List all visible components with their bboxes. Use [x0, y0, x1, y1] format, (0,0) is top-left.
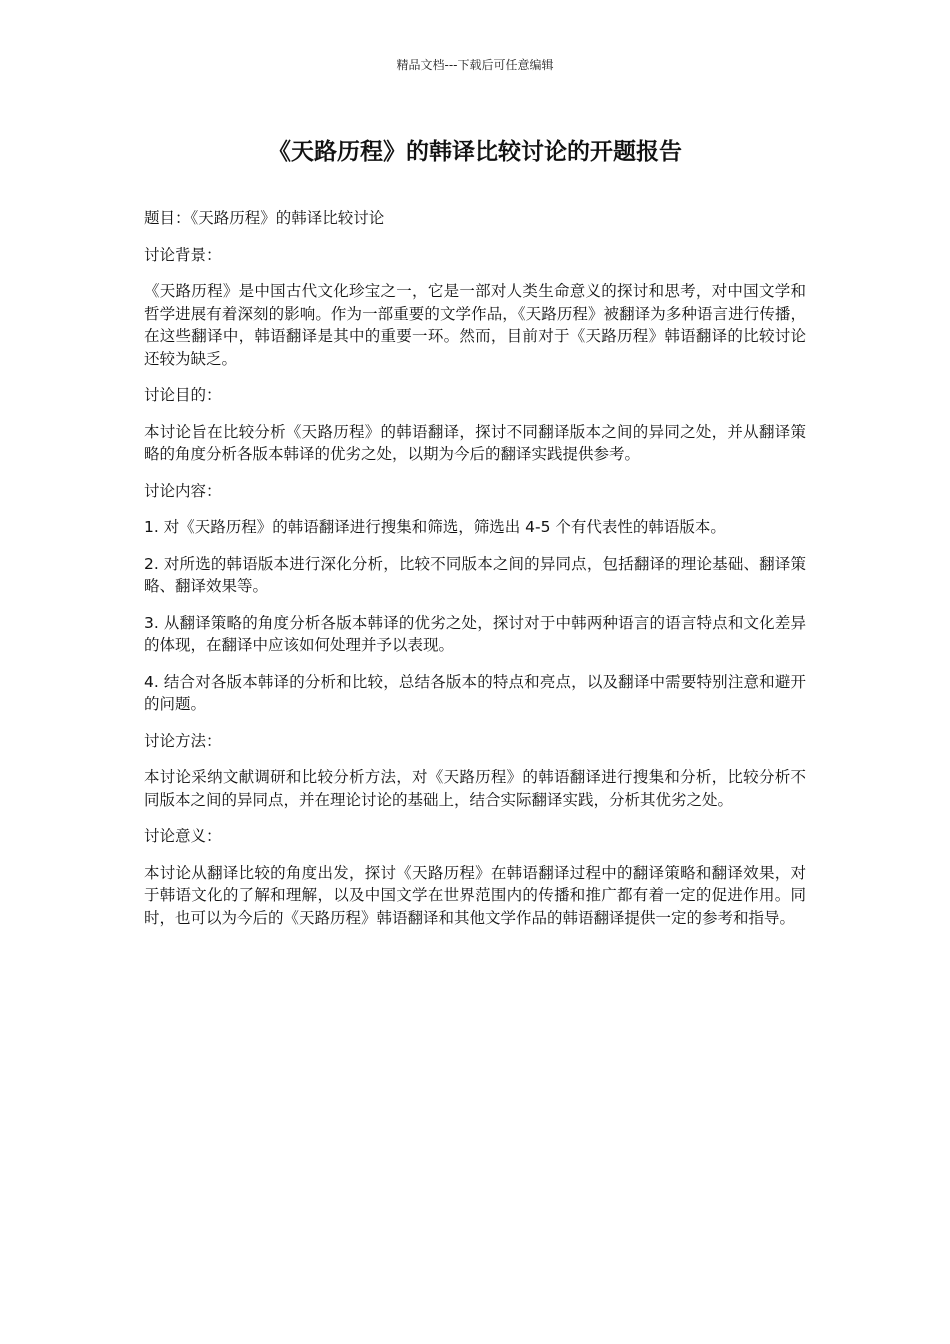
- background-heading: 讨论背景：: [144, 245, 222, 264]
- content-item-3: 3. 从翻译策略的角度分析各版本韩译的优劣之处，探讨对于中韩两种语言的语言特点和文化差异的体现，在翻译中应该如何处理并予以表现。: [144, 613, 806, 654]
- purpose-heading: 讨论目的：: [144, 386, 222, 404]
- content-item-2: 2. 对所选的韩语版本进行深化分析，比较不同版本之间的异同点，包括翻译的理论基础、翻译策略、翻译效果等。: [144, 554, 806, 595]
- significance-paragraph: 本讨论从翻译比较的角度出发，探讨《天路历程》在韩语翻译过程中的翻译策略和翻译效果，对于韩语文化的了解和理解，以及中国文学在世界范围内的传播和推广都有着一定的促进作用。同时，也可以为今后的《天路历程》韩语翻译和其他文学作品的韩语翻译提供一定的参考和指导。: [144, 863, 806, 927]
- significance-heading: 讨论意义：: [144, 827, 222, 845]
- method-heading: 讨论方法：: [144, 731, 222, 750]
- content-item-4: 4. 结合对各版本韩译的分析和比较，总结各版本的特点和亮点，以及翻译中需要特别注意和避开的问题。: [144, 672, 806, 713]
- purpose-paragraph: 本讨论旨在比较分析《天路历程》的韩语翻译，探讨不同翻译版本之间的异同之处，并从翻译策略的角度分析各版本韩译的优劣之处，以期为今后的翻译实践提供参考。: [144, 422, 806, 463]
- document-body: [144, 207, 806, 943]
- header-note: 精品文档---下载后可任意编辑: [396, 58, 554, 72]
- content-heading: 讨论内容：: [144, 481, 222, 500]
- document-title: 《天路历程》的韩译比较讨论的开题报告: [268, 139, 682, 165]
- method-paragraph: 本讨论采纳文献调研和比较分析方法，对《天路历程》的韩语翻译进行搜集和分析，比较分析不同版本之间的异同点，并在理论讨论的基础上，结合实际翻译实践，分析其优劣之处。: [144, 768, 806, 809]
- topic-line: 题目：《天路历程》的韩译比较讨论: [144, 209, 385, 227]
- content-item-1: 1. 对《天路历程》的韩语翻译进行搜集和筛选，筛选出 4-5 个有代表性的韩语版本。: [144, 518, 726, 536]
- background-paragraph: 《天路历程》是中国古代文化珍宝之一，它是一部对人类生命意义的探讨和思考，对中国文学和哲学进展有着深刻的影响。作为一部重要的文学作品，《天路历程》被翻译为多种语言进行传播，在这些翻译中，韩语翻译是其中的重要一环。然而，目前对于《天路历程》韩语翻译的比较讨论还较为缺乏。: [144, 282, 806, 368]
